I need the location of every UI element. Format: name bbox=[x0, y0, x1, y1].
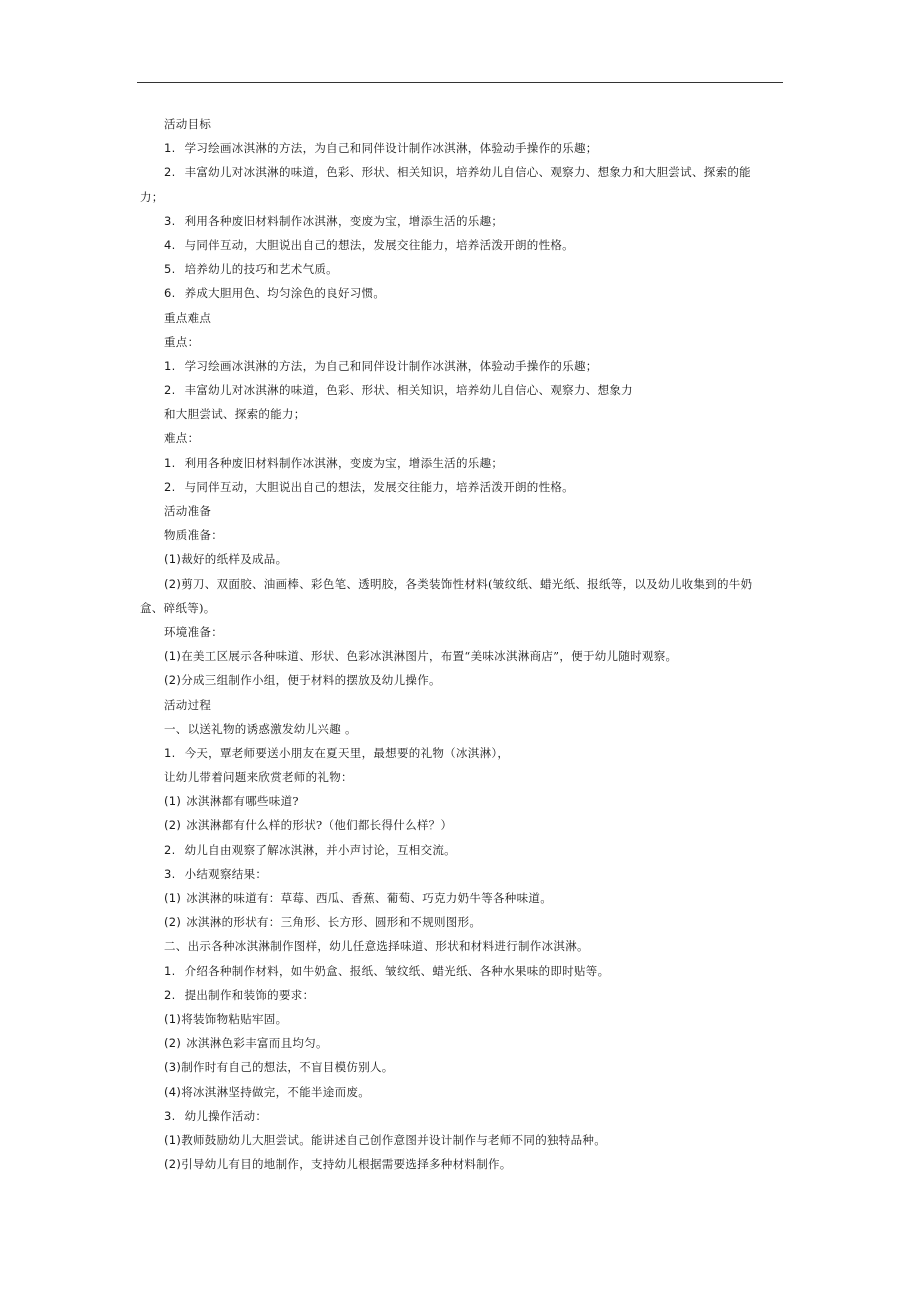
text-line bbox=[164, 572, 788, 596]
document-body bbox=[140, 112, 788, 1176]
line-text: 介绍各种制作材料，如牛奶盒、报纸、皱纹纸、蜡光纸、各种水果味的即时贴等。 bbox=[184, 963, 610, 978]
line-text: 制作时有自己的想法，不盲目模仿别人。 bbox=[181, 1060, 394, 1075]
line-text: 一、以送礼物的诱惑激发幼儿兴趣 。 bbox=[164, 721, 357, 736]
text-line bbox=[164, 160, 788, 184]
line-number: (1) bbox=[164, 891, 182, 905]
line-text: 冰淇淋的形状有：三角形、长方形、圆形和不规则图形。 bbox=[186, 915, 482, 930]
line-text: 活动过程 bbox=[164, 697, 212, 712]
line-text: 重点难点 bbox=[164, 310, 212, 325]
text-line bbox=[164, 1007, 788, 1031]
line-number: (2) bbox=[164, 915, 182, 930]
line-text: 利用各种废旧材料制作冰淇淋，变废为宝，增添生活的乐趣； bbox=[184, 213, 504, 228]
line-number: (1) bbox=[164, 1011, 182, 1026]
line-number: 2. bbox=[164, 842, 176, 857]
text-line bbox=[164, 1152, 788, 1176]
text-line bbox=[164, 354, 788, 378]
text-line bbox=[164, 620, 788, 644]
line-number: (1) bbox=[164, 649, 182, 664]
line-text: 幼儿自由观察了解冰淇淋，并小声讨论，互相交流。 bbox=[184, 842, 456, 857]
text-line bbox=[164, 426, 788, 450]
line-text: 和大胆尝试、探索的能力； bbox=[164, 407, 306, 422]
text-line bbox=[164, 136, 788, 160]
line-text: 丰富幼儿对冰淇淋的味道，色彩、形状、相关知识，培养幼儿自信心、观察力、想象力和大胆尝试、探索的能 bbox=[184, 165, 751, 180]
line-number: 3. bbox=[164, 1108, 176, 1123]
line-text: 盒、碎纸等)。 bbox=[140, 600, 216, 615]
text-line bbox=[164, 1031, 788, 1055]
line-number: (2) bbox=[164, 576, 182, 591]
line-text: 今天，覃老师要送小朋友在夏天里，最想要的礼物（冰淇淋）， bbox=[184, 745, 510, 760]
text-line bbox=[164, 402, 788, 426]
line-text: 力； bbox=[140, 189, 164, 204]
text-line bbox=[164, 668, 788, 692]
line-text: 丰富幼儿对冰淇淋的味道，色彩、形状、相关知识，培养幼儿自信心、观察力、想象力 bbox=[184, 383, 633, 398]
line-number: 2. bbox=[164, 165, 176, 180]
line-number: 6. bbox=[164, 286, 176, 301]
line-text: 冰淇淋都有什么样的形状?（他们都长得什么样？） bbox=[186, 818, 453, 833]
line-number: 1. bbox=[164, 745, 176, 760]
line-text: 培养幼儿的技巧和艺术气质。 bbox=[184, 262, 338, 277]
line-number: (4) bbox=[164, 1084, 182, 1099]
line-text: 剪刀、双面胶、油画棒、彩色笔、透明胶，各类装饰性材料(皱纹纸、蜡光纸、报纸等，以及幼儿收集到的牛奶 bbox=[181, 576, 753, 591]
line-text: 环境准备： bbox=[164, 624, 223, 639]
text-line bbox=[164, 717, 788, 741]
line-number: (2) bbox=[164, 1036, 182, 1051]
text-line bbox=[164, 1080, 788, 1104]
line-text: 提出制作和装饰的要求： bbox=[184, 987, 315, 1002]
line-text: 冰淇淋都有哪些味道? bbox=[186, 794, 299, 809]
text-line bbox=[164, 209, 788, 233]
line-number: (1) bbox=[164, 552, 182, 567]
line-text: 将冰淇淋坚持做完，不能半途而废。 bbox=[181, 1084, 371, 1099]
text-line bbox=[164, 378, 788, 402]
line-text: 裁好的纸样及成品。 bbox=[181, 552, 288, 567]
text-line bbox=[164, 257, 788, 281]
text-line bbox=[164, 306, 788, 330]
text-line bbox=[164, 959, 788, 983]
line-text: 引导幼儿有目的地制作，支持幼儿根据需要选择多种材料制作。 bbox=[181, 1157, 512, 1172]
line-text: 冰淇淋的味道有：草莓、西瓜、香蕉、葡萄、巧克力奶牛等各种味道。 bbox=[186, 891, 552, 905]
text-line bbox=[164, 862, 788, 886]
line-text: 小结观察结果： bbox=[184, 866, 268, 881]
text-line bbox=[164, 693, 788, 717]
line-text: 学习绘画冰淇淋的方法，为自己和同伴设计制作冰淇淋，体验动手操作的乐趣； bbox=[184, 141, 598, 156]
line-text: 物质准备： bbox=[164, 528, 223, 543]
text-line bbox=[164, 547, 788, 571]
line-number: 4. bbox=[164, 237, 176, 252]
line-text: 活动目标 bbox=[164, 117, 212, 131]
text-line bbox=[164, 281, 788, 305]
line-text: 利用各种废旧材料制作冰淇淋，变废为宝，增添生活的乐趣； bbox=[184, 455, 504, 470]
line-text: 重点： bbox=[164, 334, 200, 349]
text-line bbox=[164, 910, 788, 934]
text-line bbox=[164, 1055, 788, 1079]
line-number: 1. bbox=[164, 141, 176, 156]
text-line bbox=[164, 838, 788, 862]
line-text: 与同伴互动，大胆说出自己的想法，发展交往能力，培养活泼开朗的性格。 bbox=[184, 479, 574, 494]
line-number: 1. bbox=[164, 963, 176, 978]
line-text: 难点： bbox=[164, 431, 200, 446]
text-line bbox=[164, 789, 788, 813]
line-text: 二、出示各种冰淇淋制作图样，幼儿任意选择味道、形状和材料进行制作冰淇淋。 bbox=[164, 939, 589, 954]
line-text: 幼儿操作活动： bbox=[184, 1108, 268, 1123]
text-line bbox=[164, 934, 788, 958]
text-line bbox=[164, 1104, 788, 1128]
line-number: (2) bbox=[164, 818, 182, 833]
text-line bbox=[164, 523, 788, 547]
text-line bbox=[164, 330, 788, 354]
text-line bbox=[164, 112, 788, 136]
line-text: 学习绘画冰淇淋的方法，为自己和同伴设计制作冰淇淋，体验动手操作的乐趣； bbox=[184, 358, 598, 373]
text-line bbox=[164, 983, 788, 1007]
text-line bbox=[164, 233, 788, 257]
line-text: 分成三组制作小组，便于材料的摆放及幼儿操作。 bbox=[181, 673, 441, 688]
text-line bbox=[140, 596, 788, 620]
text-line bbox=[164, 813, 788, 837]
line-text: 教师鼓励幼儿大胆尝试。能讲述自己创作意图并设计制作与老师不同的独特品种。 bbox=[181, 1132, 606, 1147]
line-number: (1) bbox=[164, 1132, 182, 1147]
line-number: (2) bbox=[164, 1157, 182, 1172]
line-text: 活动准备 bbox=[164, 504, 212, 518]
text-line bbox=[164, 1128, 788, 1152]
line-text: 在美工区展示各种味道、形状、色彩冰淇淋图片，布置“美味冰淇淋商店”，便于幼儿随时观察。 bbox=[181, 649, 678, 664]
text-line bbox=[164, 886, 788, 910]
line-text: 将装饰物粘贴牢固。 bbox=[181, 1011, 288, 1026]
line-number: 2. bbox=[164, 479, 176, 494]
text-line bbox=[164, 499, 788, 523]
text-line bbox=[164, 644, 788, 668]
text-line bbox=[164, 741, 788, 765]
line-number: (3) bbox=[164, 1060, 182, 1075]
text-line bbox=[164, 451, 788, 475]
line-number: 5. bbox=[164, 262, 176, 277]
line-number: 2. bbox=[164, 383, 176, 398]
line-number: 3. bbox=[164, 213, 176, 228]
line-number: 3. bbox=[164, 866, 176, 881]
line-text: 养成大胆用色、均匀涂色的良好习惯。 bbox=[184, 286, 386, 301]
line-number: 2. bbox=[164, 987, 176, 1002]
line-text: 让幼儿带着问题来欣赏老师的礼物： bbox=[164, 770, 353, 785]
text-line bbox=[164, 475, 788, 499]
text-line bbox=[140, 185, 788, 209]
line-number: 1. bbox=[164, 455, 176, 470]
line-text: 冰淇淋色彩丰富而且均匀。 bbox=[186, 1036, 328, 1051]
text-line bbox=[164, 765, 788, 789]
line-number: (1) bbox=[164, 794, 182, 809]
line-text: 与同伴互动，大胆说出自己的想法，发展交往能力，培养活泼开朗的性格。 bbox=[184, 237, 574, 252]
header-rule bbox=[137, 82, 783, 83]
line-number: 1. bbox=[164, 358, 176, 373]
line-number: (2) bbox=[164, 673, 182, 688]
